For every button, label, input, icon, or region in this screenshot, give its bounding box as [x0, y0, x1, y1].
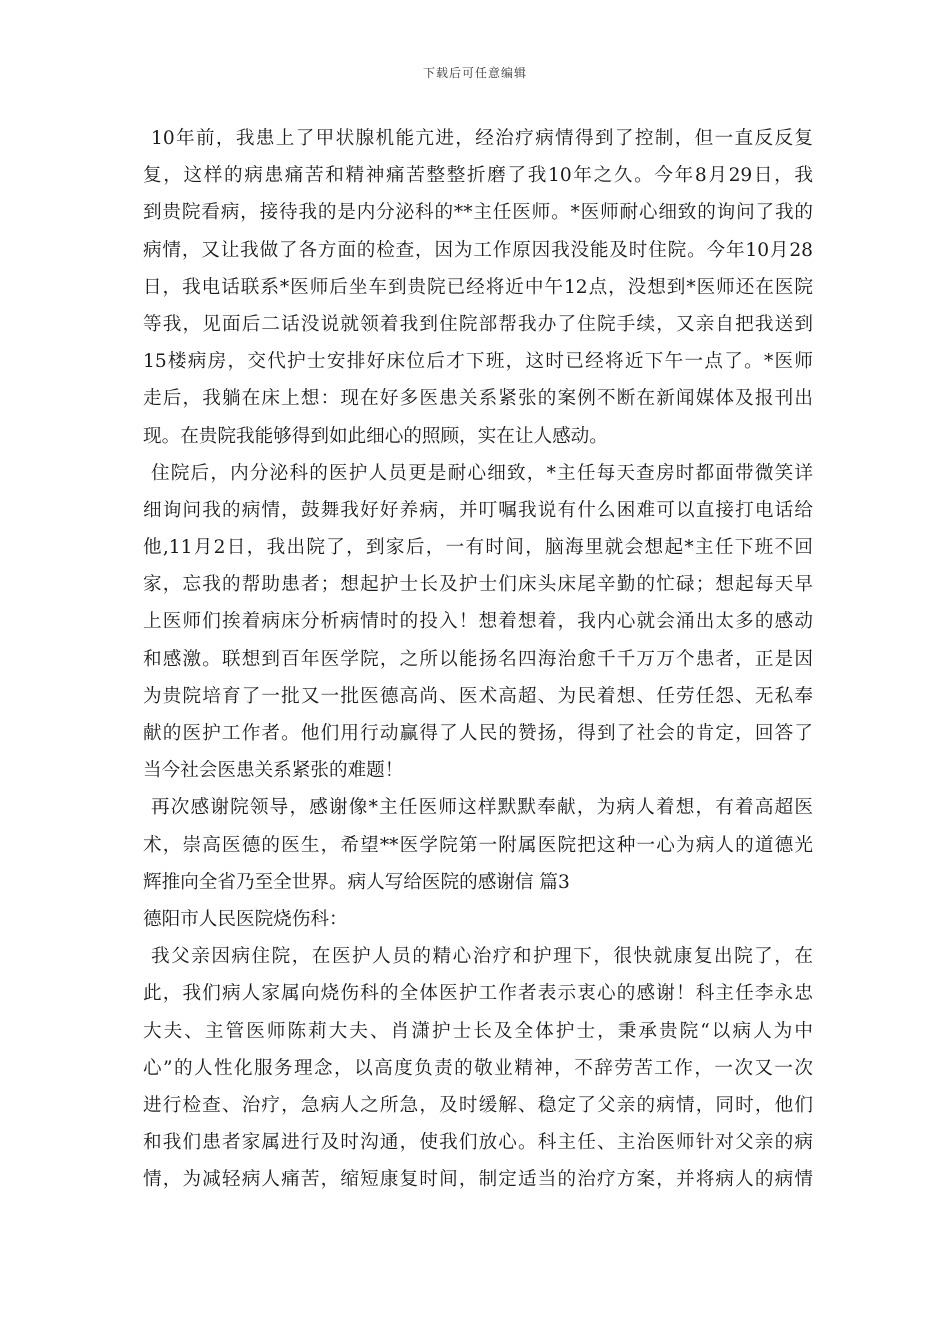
text-line: 现。在贵院我能够得到如此细心的照顾，实在让人感动。	[143, 425, 608, 447]
text-line: 日，我电话联系*医师后坐车到贵院已经将近中午12点，没想到*医师还在医院	[143, 276, 813, 298]
text-line: 献的医护工作者。他们用行动赢得了人民的赞扬，得到了社会的肯定，回答了	[143, 723, 813, 744]
document-body	[143, 120, 813, 1198]
text-line: 再次感谢院领导，感谢像*主任医师这样默默奉献，为病人着想，有着高超医	[151, 797, 813, 819]
text-line: 住院后，内分泌科的医护人员更是耐心细致，*主任每天查房时都面带微笑详	[151, 462, 813, 484]
text-line: 细询问我的病情，鼓舞我好好养病，并叮嘱我说有什么困难可以直接打电话给	[143, 499, 813, 521]
text-line: 10年前，我患上了甲状腺机能亢进，经治疗病情得到了控制，但一直反反复	[151, 128, 813, 149]
text-line: 上医师们挨着病床分析病情时的投入！想着想着，我内心就会涌出太多的感动	[143, 611, 813, 633]
header-note: 下载后可任意编辑	[422, 66, 527, 80]
text-line: 和感激。联想到百年医学院，之所以能扬名四海治愈千千万万个患者，正是因	[143, 648, 813, 670]
text-line: 辉推向全省乃至全世界。病人写给医院的感谢信 篇3	[143, 871, 570, 893]
text-line: 他,11月2日，我出院了，到家后，一有时间，脑海里就会想起*主任下班不回	[143, 537, 813, 559]
text-line: 15楼病房，交代护士安排好床位后才下班，这时已经将近下午一点了。*医师	[143, 351, 813, 373]
text-line: 情，为减轻病人痛苦，缩短康复时间，制定适当的治疗方案，并将病人的病情	[143, 1169, 813, 1191]
text-line: 到贵院看病，接待我的是内分泌科的**主任医师。*医师耐心细致的询问了我的	[143, 202, 813, 224]
text-line: 家，忘我的帮助患者；想起护士长及护士们床头床尾辛勤的忙碌；想起每天早	[143, 574, 813, 596]
text-line: 和我们患者家属进行及时沟通，使我们放心。科主任、主治医师针对父亲的病	[143, 1132, 813, 1154]
text-line: 进行检查、治疗，急病人之所急，及时缓解、稳定了父亲的病情，同时，他们	[143, 1094, 813, 1116]
text-line: 我父亲因病住院，在医护人员的精心治疗和护理下，很快就康复出院了，在	[151, 946, 813, 968]
text-line: 此，我们病人家属向烧伤科的全体医护工作者表示衷心的感谢！科主任李永忠	[143, 983, 813, 1005]
text-line: 走后，我躺在床上想：现在好多医患关系紧张的案例不断在新闻媒体及报刊出	[143, 388, 813, 410]
text-line: 为贵院培育了一批又一批医德高尚、医术高超、为民着想、任劳任怨、无私奉	[143, 685, 813, 707]
text-line: 术，崇高医德的医生，希望**医学院第一附属医院把这种一心为病人的道德光	[143, 834, 813, 856]
text-line: 大夫、主管医师陈莉大夫、肖潇护士长及全体护士，秉承贵院“以病人为中	[143, 1020, 813, 1042]
text-line: 复，这样的病患痛苦和精神痛苦整整折磨了我10年之久。今年8月29日，我	[143, 165, 813, 187]
text-line: 当今社会医患关系紧张的难题！	[143, 760, 404, 782]
text-line: 德阳市人民医院烧伤科：	[143, 908, 348, 930]
text-line: 病情，又让我做了各方面的检查，因为工作原因我没能及时住院。今年10月28	[143, 239, 813, 261]
text-line: 等我，见面后二话没说就领着我到住院部帮我办了住院手续，又亲自把我送到	[143, 313, 813, 335]
text-line: 心”的人性化服务理念，以高度负责的敬业精神，不辞劳苦工作，一次又一次	[143, 1057, 813, 1079]
